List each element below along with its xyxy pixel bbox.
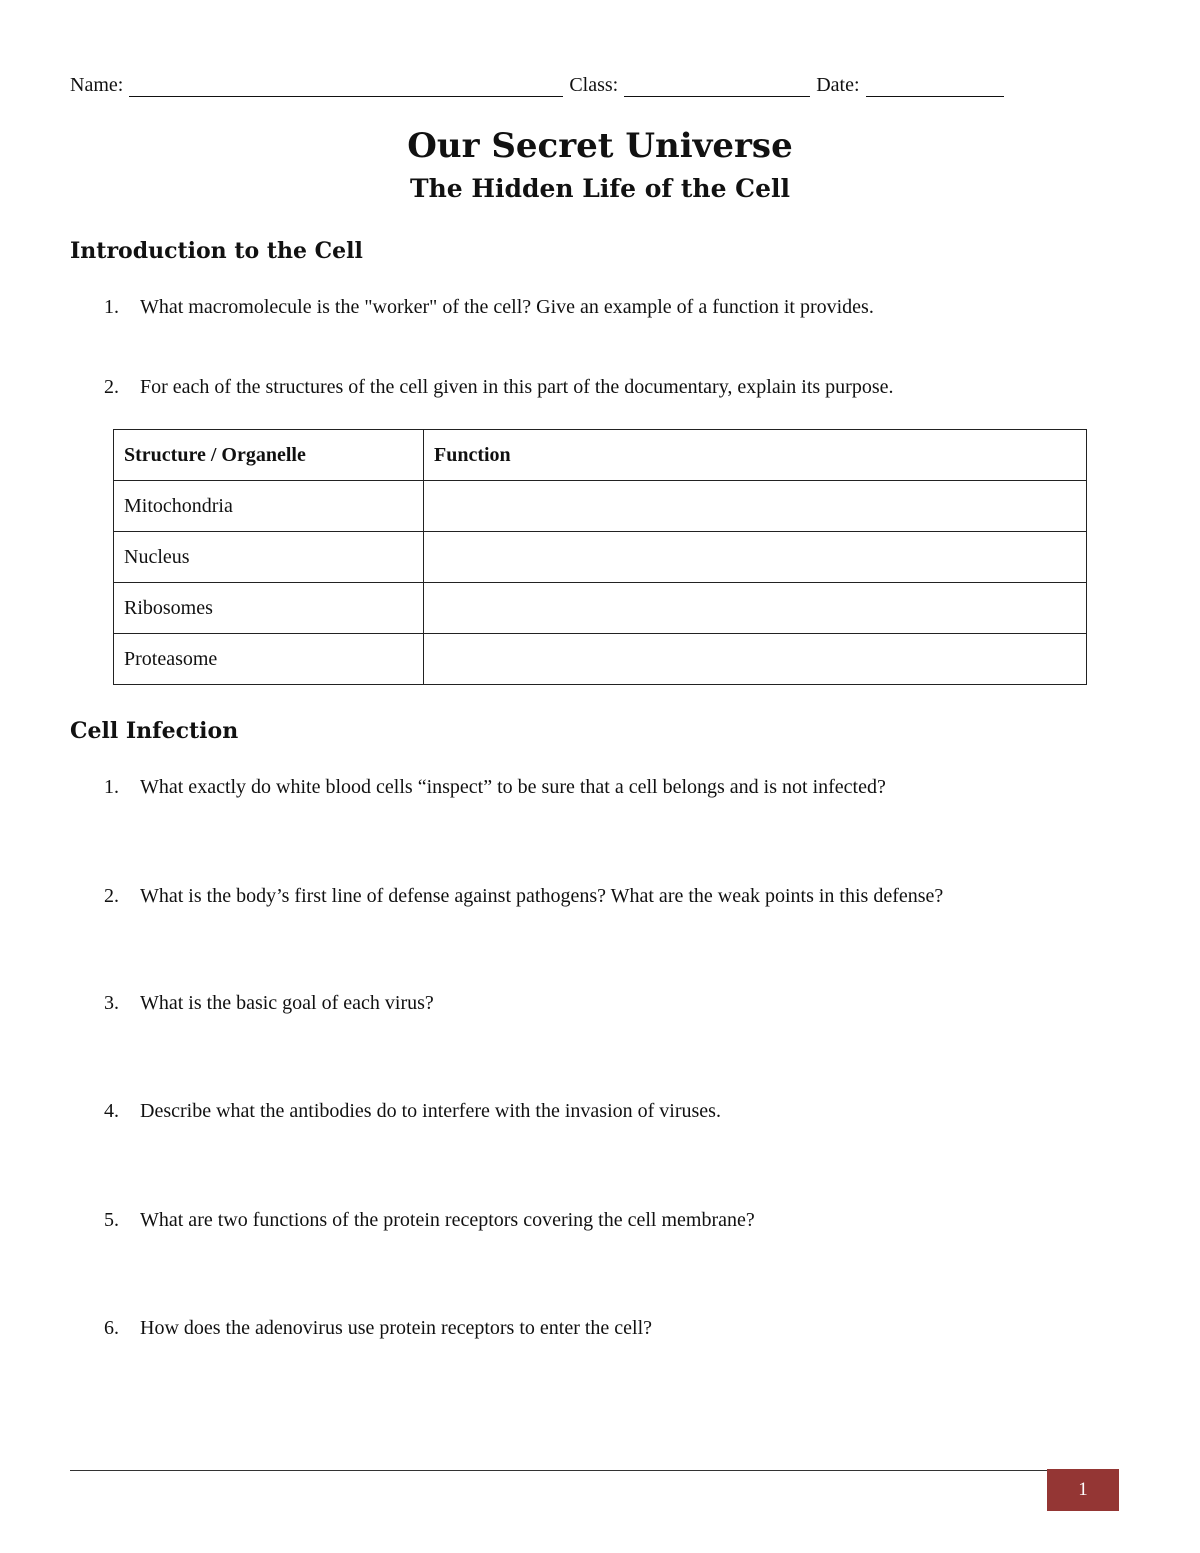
structure-cell: Mitochondria	[114, 481, 424, 532]
question-text: What are two functions of the protein receptors covering the cell membrane?	[140, 1209, 755, 1231]
question-text: For each of the structures of the cell given in this part of the documentary, explain its purpose.	[140, 376, 894, 398]
infection-question-2	[104, 885, 943, 908]
name-blank	[129, 76, 563, 97]
page-title: Our Secret Universe	[407, 126, 793, 166]
infection-question-5	[104, 1209, 755, 1232]
date-blank	[866, 76, 1004, 97]
organelle-table	[113, 429, 1087, 685]
section-heading-introduction: Introduction to the Cell	[70, 238, 363, 264]
question-text: What exactly do white blood cells “inspect” to be sure that a cell belongs and is not infected?	[140, 776, 886, 798]
table-row	[114, 532, 1087, 583]
infection-question-3	[104, 992, 434, 1015]
date-label: Date:	[816, 74, 860, 96]
question-text: What macromolecule is the "worker" of the cell? Give an example of a function it provides.	[140, 296, 874, 318]
question-number: 3.	[104, 992, 119, 1014]
intro-question-1	[104, 296, 874, 319]
question-number: 6.	[104, 1317, 119, 1339]
question-text: How does the adenovirus use protein receptors to enter the cell?	[140, 1317, 653, 1339]
structure-cell: Nucleus	[114, 532, 424, 583]
page-subtitle: The Hidden Life of the Cell	[410, 174, 790, 203]
question-number: 5.	[104, 1209, 119, 1231]
question-text: What is the body’s first line of defense against pathogens? What are the weak points in this defense?	[140, 885, 944, 907]
section-heading-cell-infection: Cell Infection	[70, 718, 239, 744]
footer-rule	[70, 1470, 1047, 1471]
table-row	[114, 583, 1087, 634]
infection-question-6	[104, 1317, 652, 1340]
table-header-row	[114, 430, 1087, 481]
function-cell	[424, 532, 1087, 583]
column-header-function: Function	[424, 430, 1087, 481]
table-row	[114, 481, 1087, 532]
question-number: 1.	[104, 296, 119, 318]
page-number-badge: 1	[1047, 1469, 1119, 1511]
infection-question-1	[104, 776, 886, 799]
name-label: Name:	[70, 74, 124, 96]
question-number: 4.	[104, 1100, 119, 1122]
table-row	[114, 634, 1087, 685]
structure-cell: Ribosomes	[114, 583, 424, 634]
column-header-structure: Structure / Organelle	[114, 430, 424, 481]
intro-question-2	[104, 376, 894, 399]
function-cell	[424, 583, 1087, 634]
question-number: 2.	[104, 885, 119, 907]
question-text: What is the basic goal of each virus?	[140, 992, 434, 1014]
question-number: 2.	[104, 376, 119, 398]
header-fields	[70, 74, 1010, 97]
function-cell	[424, 481, 1087, 532]
question-text: Describe what the antibodies do to interfere with the invasion of viruses.	[140, 1100, 721, 1122]
function-cell	[424, 634, 1087, 685]
class-blank	[624, 76, 810, 97]
infection-question-4	[104, 1100, 721, 1123]
class-label: Class:	[569, 74, 619, 96]
question-number: 1.	[104, 776, 119, 798]
structure-cell: Proteasome	[114, 634, 424, 685]
